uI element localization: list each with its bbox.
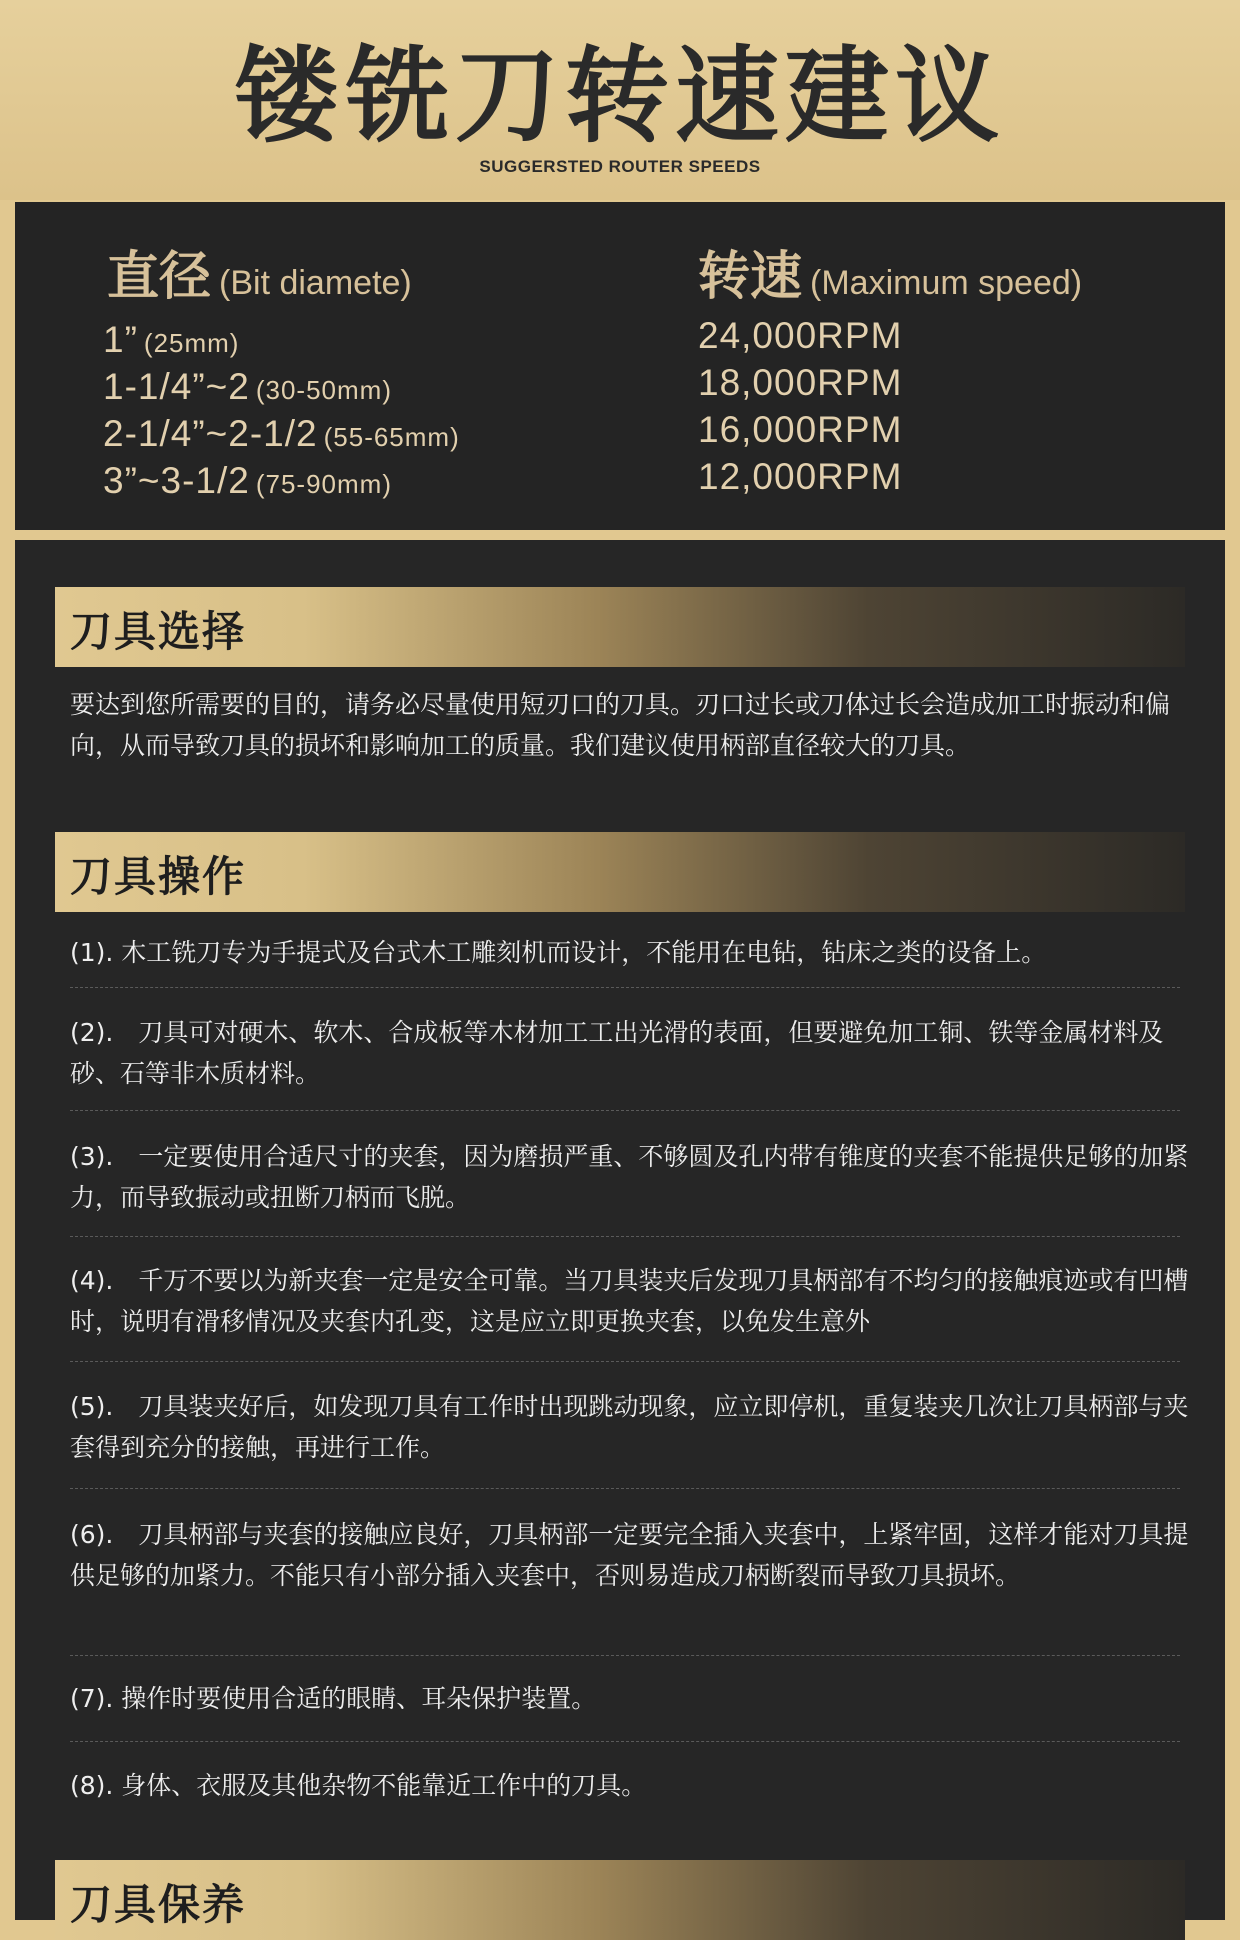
speed-column-header bbox=[698, 234, 1082, 309]
section-title: 刀具保养 bbox=[70, 1880, 247, 1929]
diameter-mm: (75-90mm) bbox=[255, 469, 392, 499]
speed-cell: 12,000RPM bbox=[698, 456, 903, 497]
diameter-mm: (55-65mm) bbox=[323, 422, 460, 452]
diameter-value: 3”~3-1/2 bbox=[103, 460, 250, 501]
section-header-operation bbox=[55, 832, 1185, 912]
page-subtitle: SUGGERSTED ROUTER SPEEDS bbox=[479, 157, 761, 176]
divider bbox=[70, 1488, 1180, 1489]
diameter-value: 2-1/4”~2-1/2 bbox=[103, 413, 318, 454]
diameter-cell bbox=[103, 413, 460, 455]
diameter-cell bbox=[103, 460, 392, 502]
divider bbox=[70, 1236, 1180, 1237]
speed-cell: 16,000RPM bbox=[698, 409, 903, 450]
diameter-cell bbox=[103, 319, 239, 361]
instructions-panel bbox=[15, 540, 1225, 1929]
divider bbox=[70, 1361, 1180, 1362]
section-header-selection bbox=[55, 587, 1185, 667]
page-header bbox=[0, 0, 1240, 200]
diameter-mm: (30-50mm) bbox=[255, 375, 392, 405]
page-title: 镂铣刀转速建议 bbox=[234, 35, 1005, 157]
divider bbox=[70, 1655, 1180, 1656]
section-title: 刀具选择 bbox=[70, 607, 247, 656]
operation-item-2: (2). 刀具可对硬木、软木、合成板等木材加工工出光滑的表面，但要避免加工铜、铁等金属材料及砂、石等非木质材料。 bbox=[70, 1018, 1164, 1088]
operation-item-6: (6). 刀具柄部与夹套的接触应良好，刀具柄部一定要完全插入夹套中，上紧牢固，这样才能对刀具提供足够的加紧力。不能只有小部分插入夹套中，否则易造成刀柄断裂而导致刀具损坏。 bbox=[70, 1520, 1189, 1590]
operation-item-5: (5). 刀具装夹好后，如发现刀具有工作时出现跳动现象，应立即停机，重复装夹几次让刀具柄部与夹套得到充分的接触，再进行工作。 bbox=[70, 1392, 1189, 1462]
diameter-mm: (25mm) bbox=[143, 328, 240, 358]
diameter-value: 1-1/4”~2 bbox=[103, 366, 250, 407]
diameter-header-zh: 直径 bbox=[107, 247, 212, 307]
operation-item-4: (4). 千万不要以为新夹套一定是安全可靠。当刀具装夹后发现刀具柄部有不均匀的接触痕迹或有凹槽时，说明有滑移情况及夹套内孔变，这是应立即更换夹套，以免发生意外 bbox=[70, 1266, 1189, 1336]
speed-header-zh: 转速 bbox=[698, 247, 803, 307]
operation-item-8: (8). 身体、衣服及其他杂物不能靠近工作中的刀具。 bbox=[70, 1771, 647, 1800]
speed-cell: 18,000RPM bbox=[698, 362, 903, 403]
diameter-header-en: (Bit diamete) bbox=[219, 264, 412, 302]
divider bbox=[70, 987, 1180, 988]
diameter-value: 1” bbox=[103, 319, 138, 360]
section-header-maintenance bbox=[55, 1860, 1185, 1940]
operation-item-1: (1). 木工铣刀专为手提式及台式木工雕刻机而设计，不能用在电钻，钻床之类的设备上。 bbox=[70, 938, 1047, 967]
speed-cell: 24,000RPM bbox=[698, 315, 903, 356]
diameter-cell bbox=[103, 366, 392, 408]
selection-paragraph: 要达到您所需要的目的，请务必尽量使用短刃口的刀具。刃口过长或刀体过长会造成加工时振动和偏向，从而导致刀具的损坏和影响加工的质量。我们建议使用柄部直径较大的刀具。 bbox=[70, 690, 1171, 760]
speed-table bbox=[15, 202, 1225, 530]
diameter-column-header bbox=[107, 234, 412, 309]
operation-item-7: (7). 操作时要使用合适的眼睛、耳朵保护装置。 bbox=[70, 1684, 597, 1713]
speed-header-en: (Maximum speed) bbox=[810, 264, 1083, 302]
operation-item-3: (3). 一定要使用合适尺寸的夹套，因为磨损严重、不够圆及孔内带有锥度的夹套不能提供足够的加紧力，而导致振动或扭断刀柄而飞脱。 bbox=[70, 1142, 1189, 1212]
section-title: 刀具操作 bbox=[70, 852, 247, 901]
divider bbox=[70, 1741, 1180, 1742]
divider bbox=[70, 1110, 1180, 1111]
